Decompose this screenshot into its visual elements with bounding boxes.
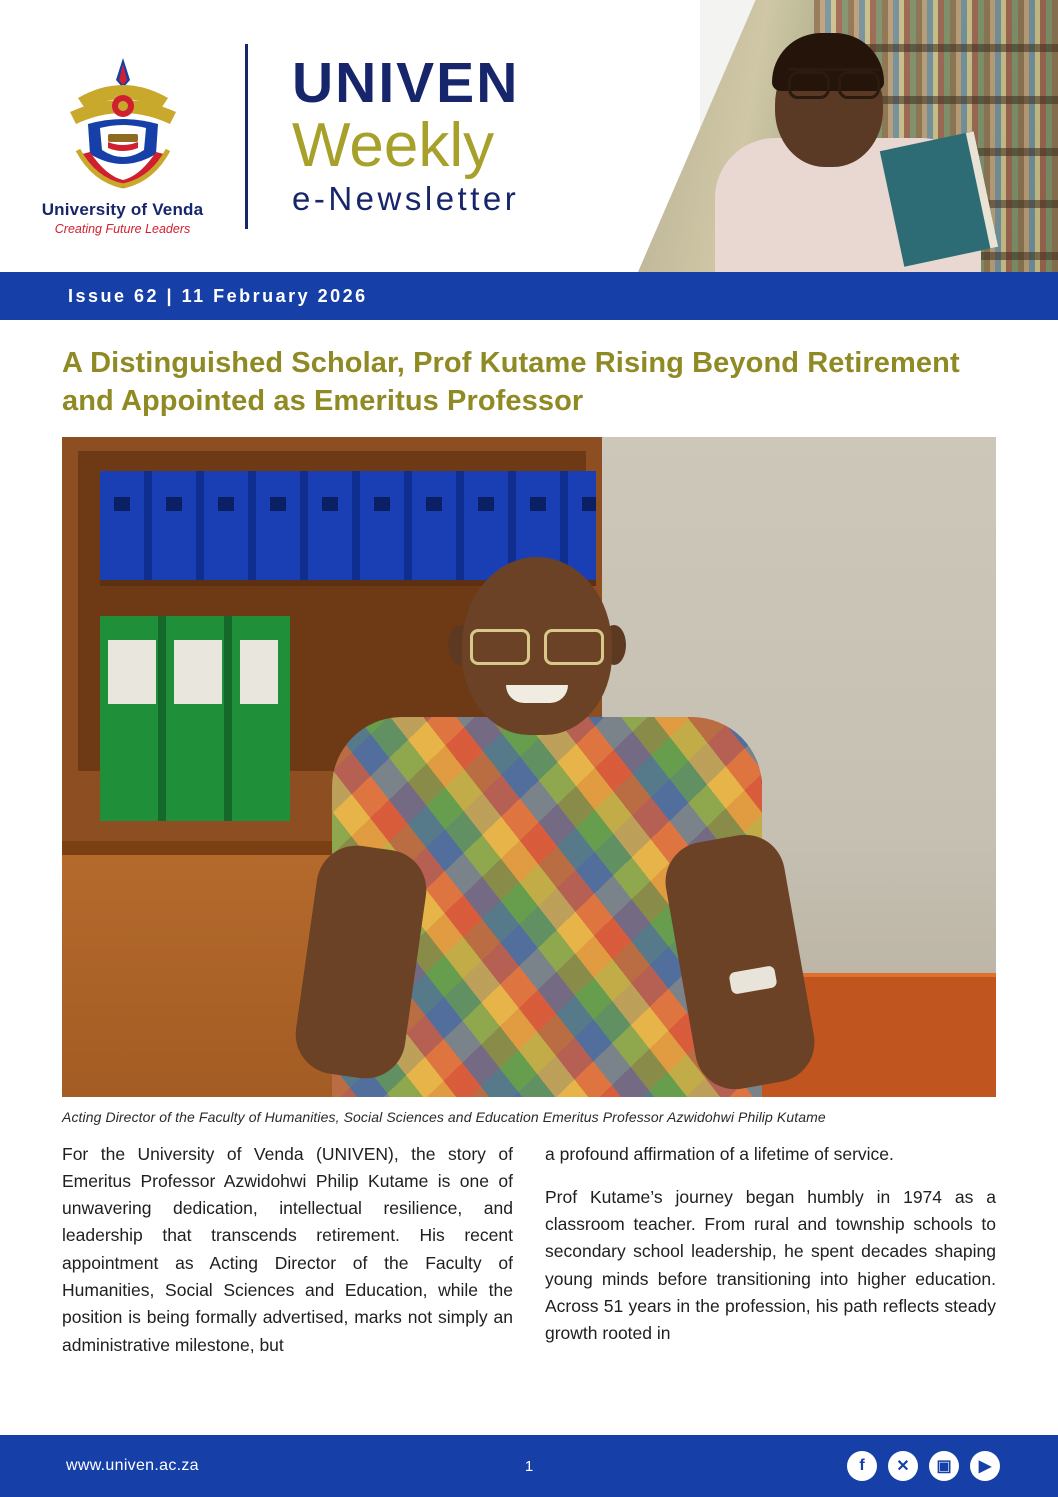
- article-column-right: [545, 1141, 996, 1375]
- header-divider: [245, 44, 248, 229]
- university-crest-icon: [48, 54, 198, 194]
- logo-block: [0, 36, 245, 236]
- image-caption: Acting Director of the Faculty of Humanities, Social Sciences and Education Emeritus Professor Azwidohwi Philip Kutame: [62, 1108, 826, 1125]
- newsletter-header: [0, 0, 1058, 272]
- masthead-univen: UNIVEN: [292, 51, 520, 116]
- instagram-glyph: ▣: [936, 1458, 952, 1475]
- masthead-enewsletter: e-Newsletter: [292, 179, 520, 217]
- facebook-glyph: f: [859, 1457, 865, 1474]
- facebook-icon[interactable]: [847, 1451, 877, 1481]
- hero-green-files: [100, 616, 290, 821]
- university-name: University of Venda: [41, 200, 204, 219]
- youtube-glyph: ▶: [978, 1458, 992, 1475]
- article-content: [0, 320, 1058, 1375]
- hero-spectacles-icon: [470, 629, 604, 659]
- page-number: 1: [524, 1457, 534, 1475]
- paragraph: Prof Kutame’s journey began humbly in 1974 as a classroom teacher. From rural and township schools to secondary school leadership, he spent decades shaping young minds before transitioning into higher education. Across 51 years in the profession, his path reflects steady growth rooted in: [545, 1186, 996, 1344]
- student-figure: [697, 28, 999, 272]
- paragraph: a profound affirmation of a lifetime of service.: [545, 1143, 894, 1164]
- youtube-icon[interactable]: [970, 1451, 1000, 1481]
- x-twitter-glyph: ✕: [896, 1458, 910, 1475]
- newsletter-footer: [0, 1435, 1058, 1497]
- hero-smile: [506, 685, 568, 703]
- x-twitter-icon[interactable]: [888, 1451, 918, 1481]
- issue-bar: [0, 272, 1058, 320]
- paragraph: For the University of Venda (UNIVEN), the story of Emeritus Professor Azwidohwi Philip Kutame is one of unwavering dedication, intellectual resilience, and leadership that transcends retirement. His recent appointment as Acting Director of the Faculty of Humanities, Social Sciences and Education, while the position is being formally advertised, marks not simply an administrative milestone, but: [62, 1143, 513, 1355]
- article-hero-image: [62, 437, 996, 1097]
- social-links: [847, 1451, 1000, 1481]
- instagram-icon[interactable]: [929, 1451, 959, 1481]
- header-photo: [638, 0, 1058, 272]
- masthead-weekly: Weekly: [292, 110, 495, 180]
- page-title: A Distinguished Scholar, Prof Kutame Rising Beyond Retirement and Appointed as Emeritus Professor: [62, 347, 960, 418]
- hero-professor-figure: [312, 517, 782, 1097]
- header-photo-image: [638, 0, 1058, 272]
- article-column-left: [62, 1141, 513, 1375]
- student-glasses-icon: [788, 68, 880, 90]
- issue-text: Issue 62 | 11 February 2026: [68, 285, 368, 306]
- header-branding: [0, 0, 700, 272]
- university-tagline: Creating Future Leaders: [54, 222, 191, 236]
- footer-website-link[interactable]: www.univen.ac.za: [66, 1457, 199, 1474]
- masthead-title: [258, 51, 520, 217]
- article-columns: [62, 1141, 996, 1375]
